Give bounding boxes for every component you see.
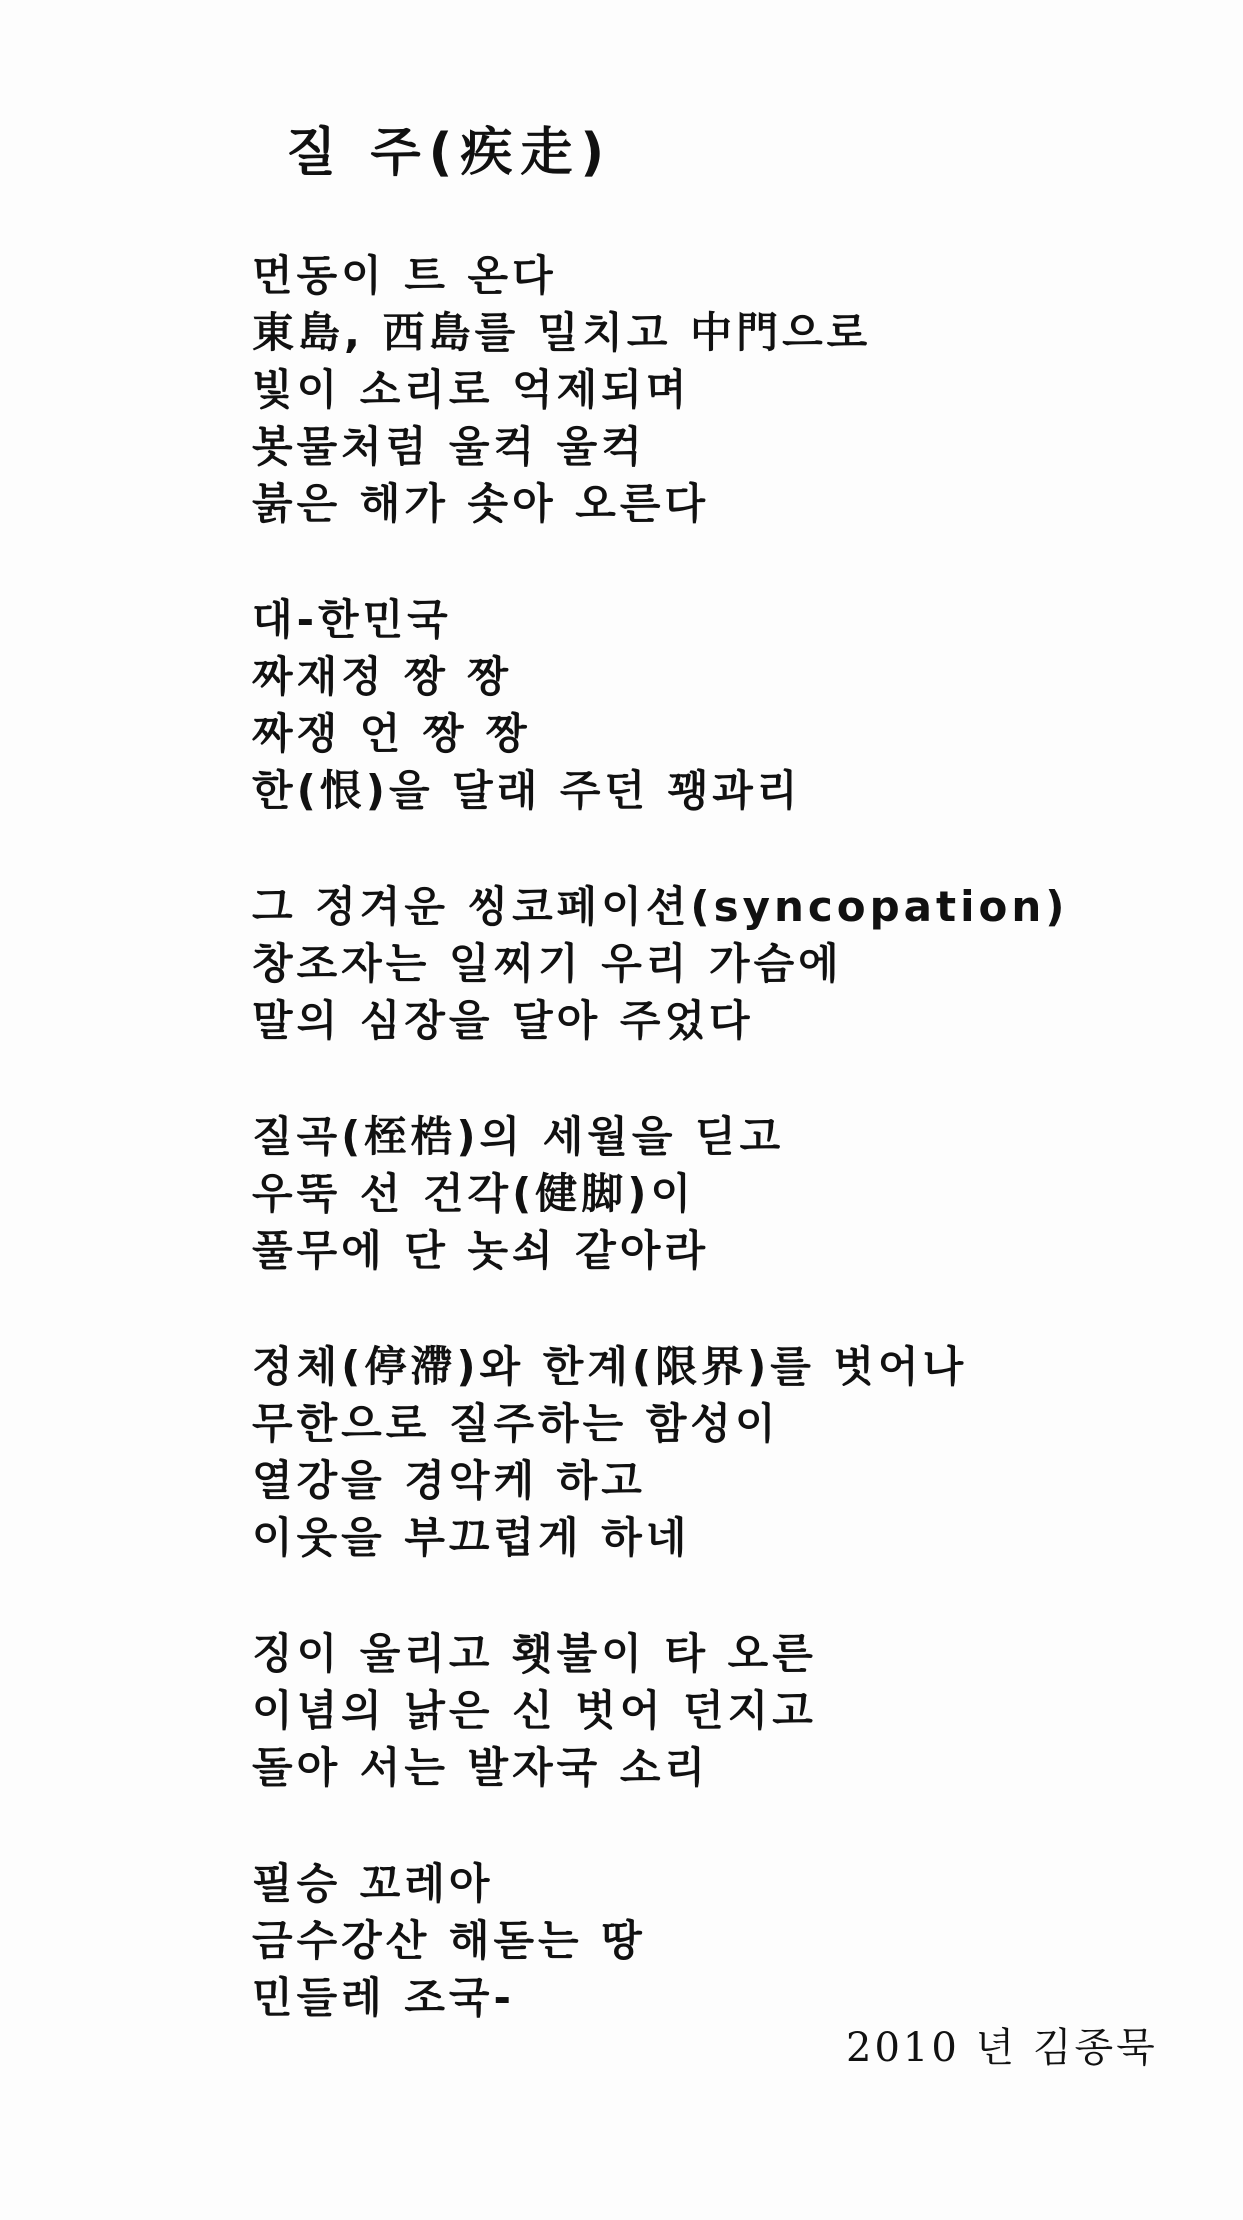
signature: 2010 년 김종묵	[846, 2025, 1158, 2071]
poem-line: 징이 울리고 횃불이 타 오른	[252, 1629, 817, 1678]
poem-line: 그 정겨운 씽코페이션(syncopation)	[252, 882, 1069, 931]
poem-line: 필승 꼬레아	[252, 1859, 494, 1908]
poem-line: 무한으로 질주하는 함성이	[252, 1399, 780, 1448]
poem-line: 붉은 해가 솟아 오른다	[252, 479, 710, 528]
poem-body	[252, 247, 1152, 2085]
stanza-3	[252, 878, 1152, 1049]
stanza-2	[252, 591, 1152, 819]
stanza-1	[252, 247, 1152, 532]
poem-line: 금수강산 해돋는 땅	[252, 1916, 646, 1965]
poem-line: 봇물처럼 울컥 울컥	[252, 422, 646, 471]
poem-line: 창조자는 일찌기 우리 가슴에	[252, 939, 843, 988]
stanza-7	[252, 1855, 1152, 2026]
poem-line: 우뚝 선 건각(健脚)이	[252, 1169, 696, 1218]
poem-line: 말의 심장을 달아 주었다	[252, 996, 754, 1045]
poem-line: 東島, 西島를 밀치고 中門으로	[252, 308, 872, 357]
poem-line: 정체(停滯)와 한계(限界)를 벗어나	[252, 1342, 968, 1391]
poem-line: 열강을 경악케 하고	[252, 1456, 646, 1505]
poem-line: 민들레 조국-	[252, 1973, 515, 2022]
poem-line: 돌아 서는 발자국 소리	[252, 1743, 710, 1792]
poem-line: 짜재정 짱 짱	[252, 652, 513, 701]
poem-line: 먼동이 트 온다	[252, 251, 557, 300]
poem-line: 이웃을 부끄럽게 하네	[252, 1513, 691, 1562]
poem-line: 한(恨)을 달래 주던 꽹과리	[252, 766, 802, 815]
poem-line: 이념의 낡은 신 벗어 던지고	[252, 1686, 817, 1735]
stanza-4	[252, 1108, 1152, 1279]
poem-line: 풀무에 단 놋쇠 같아라	[252, 1226, 710, 1275]
poem-line: 대-한민국	[252, 595, 452, 644]
poem-line: 빛이 소리로 억제되며	[252, 365, 691, 414]
poem-line: 질곡(桎梏)의 세월을 딛고	[252, 1112, 785, 1161]
stanza-6	[252, 1625, 1152, 1796]
poem-line: 짜쟁 언 짱 짱	[252, 709, 531, 758]
stanza-5	[252, 1338, 1152, 1566]
poem-title: 질 주(疾走)	[286, 123, 613, 183]
